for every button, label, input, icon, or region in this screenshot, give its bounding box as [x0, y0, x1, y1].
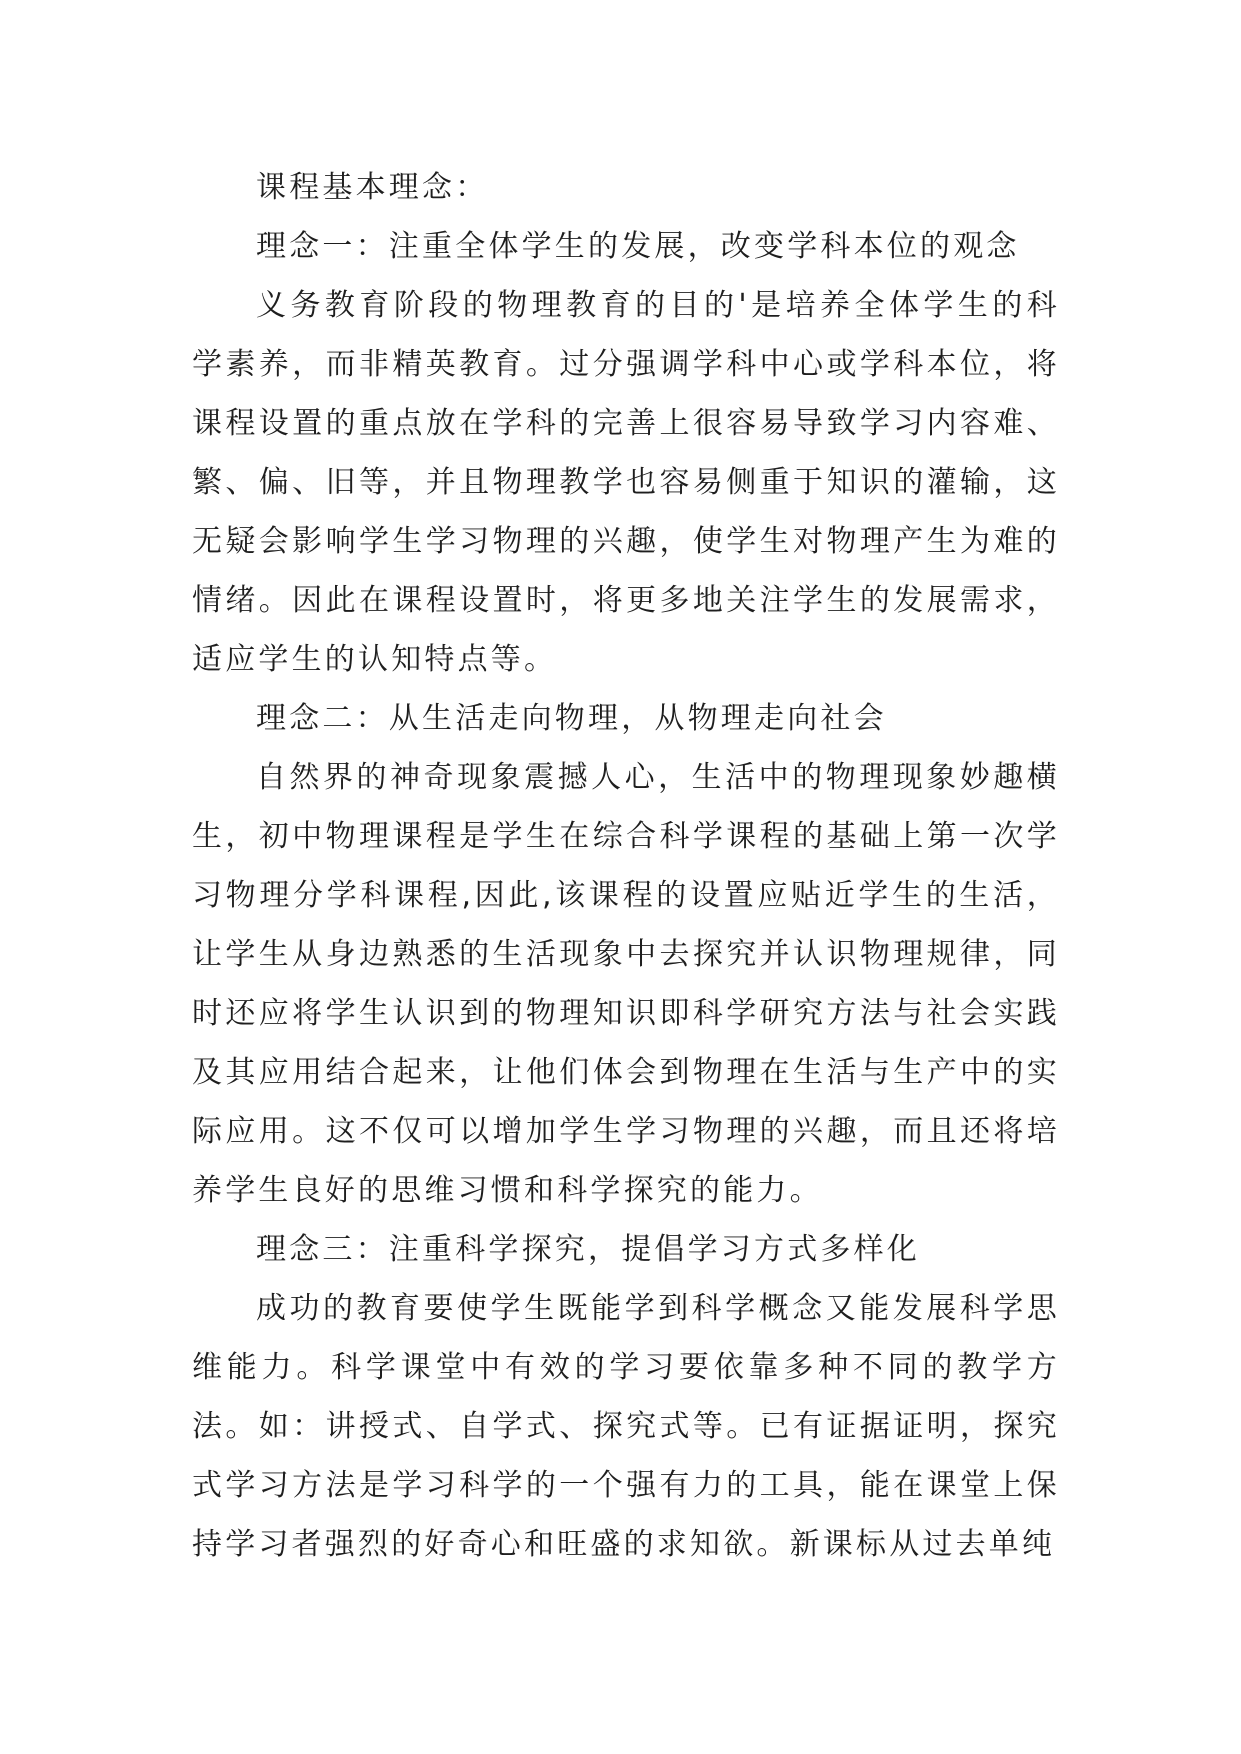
body-paragraph-2: 自然界的神奇现象震撼人心，生活中的物理现象妙趣横生，初中物理课程是学生在综合科学课程的基础上第一次学习物理分学科课程,因此,该课程的设置应贴近学生的生活，让学生从身边熟悉的生活现象中去探究并认识物理规律，同时还应将学生认识到的物理知识即科学研究方法与社会实践及其应用结合起来，让他们体会到物理在生活与生产中的实际应用。这不仅可以增加学生学习物理的兴趣，而且还将培养学生良好的思维习惯和科学探究的能力。	[192, 760, 1060, 1208]
concept-heading-2: 理念二：从生活走向物理，从物理走向社会	[256, 701, 887, 736]
body-paragraph-1: 义务教育阶段的物理教育的目的'是培养全体学生的科学素养，而非精英教育。过分强调学科中心或学科本位，将课程设置的重点放在学科的完善上很容易导致学习内容难、繁、偏、旧等，并且物理教学也容易侧重于知识的灌输，这无疑会影响学生学习物理的兴趣，使学生对物理产生为难的情绪。因此在课程设置时，将更多地关注学生的发展需求，适应学生的认知特点等。	[192, 288, 1060, 677]
concept-heading-1: 理念一：注重全体学生的发展，改变学科本位的观念	[256, 229, 1020, 264]
body-paragraph-3: 成功的教育要使学生既能学到科学概念又能发展科学思维能力。科学课堂中有效的学习要依靠多种不同的教学方法。如：讲授式、自学式、探究式等。已有证据证明，探究式学习方法是学习科学的一个强有力的工具，能在课堂上保持学习者强烈的好奇心和旺盛的求知欲。新课标从过去单纯	[192, 1291, 1060, 1562]
document-body	[192, 158, 1060, 1574]
concept-heading-3: 理念三：注重科学探究，提倡学习方式多样化	[256, 1232, 920, 1267]
section-heading: 课程基本理念：	[256, 170, 489, 205]
